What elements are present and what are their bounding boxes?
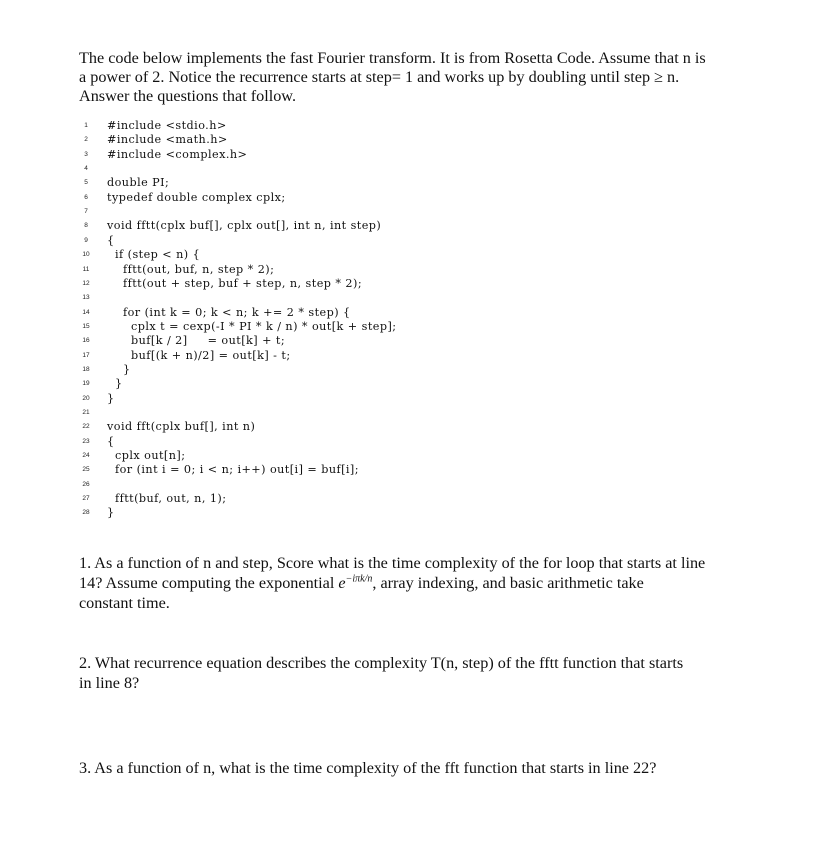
- line-number: 18: [82, 365, 90, 373]
- code-text: void fft(cplx buf[], int n): [107, 420, 256, 434]
- code-text: #include <stdio.h>: [107, 119, 227, 132]
- code-text: buf[(k + n)/2] = out[k] - t;: [107, 348, 291, 362]
- intro-paragraph: [79, 49, 769, 106]
- code-text: }: [107, 362, 131, 376]
- line-number: 3: [84, 150, 88, 158]
- code-text: void fftt(cplx buf[], cplx out[], int n, int step): [107, 219, 382, 233]
- question-line: 3. As a function of n, what is the time complexity of the fft function that starts in line 22?: [79, 759, 657, 777]
- line-number: 10: [82, 251, 90, 259]
- line-number: 12: [82, 279, 90, 287]
- code-text: {: [107, 233, 115, 247]
- code-text: }: [107, 506, 115, 520]
- code-text: fftt(buf, out, n, 1);: [107, 492, 227, 506]
- line-number: 5: [84, 179, 88, 187]
- line-number: 23: [82, 437, 90, 445]
- code-text: double PI;: [107, 176, 170, 190]
- line-number: 25: [82, 466, 90, 474]
- line-number: 22: [82, 423, 90, 431]
- code-text: for (int k = 0; k < n; k += 2 * step) {: [107, 305, 351, 319]
- intro-line: Answer the questions that follow.: [79, 87, 296, 105]
- line-number: 20: [82, 394, 90, 402]
- question-line: constant time.: [79, 594, 170, 612]
- line-number: 7: [84, 208, 88, 216]
- question-line: 2. What recurrence equation describes the complexity T(n, step) of the fftt function that starts: [79, 654, 684, 672]
- line-number: 17: [82, 351, 90, 359]
- question-1: [79, 553, 759, 613]
- code-text: #include <complex.h>: [107, 147, 248, 161]
- question-line: in line 8?: [79, 674, 140, 692]
- line-number: 26: [82, 480, 90, 488]
- question-2: [79, 653, 759, 693]
- line-number: 14: [82, 308, 90, 316]
- code-text: fftt(out, buf, n, step * 2);: [107, 262, 275, 276]
- line-number: 19: [82, 380, 90, 388]
- question-line: 1. As a function of n and step, Score what is the time complexity of the for loop that starts at line: [79, 554, 706, 572]
- question-line: 14? Assume computing the exponential $e^{-i\pi k/n}$, array indexing, and basic arithmetic take: [79, 573, 644, 592]
- line-number: 8: [84, 222, 88, 230]
- intro-line: The code below implements the fast Fourier transform. It is from Rosetta Code. Assume that n is: [79, 49, 706, 67]
- code-text: cplx t = cexp(-I * PI * k / n) * out[k + step];: [107, 319, 397, 333]
- line-number: 24: [82, 452, 90, 460]
- code-text: buf[k / 2] = out[k] + t;: [107, 334, 286, 348]
- code-text: }: [107, 391, 115, 405]
- line-number: 13: [82, 294, 90, 302]
- line-number: 16: [82, 337, 90, 345]
- question-3: [79, 758, 759, 778]
- line-number: 11: [82, 265, 90, 273]
- code-text: for (int i = 0; i < n; i++) out[i] = buf[i];: [107, 463, 359, 477]
- line-number: 4: [84, 165, 88, 173]
- line-number: 21: [82, 409, 90, 416]
- code-text: if (step < n) {: [107, 248, 201, 262]
- code-text: }: [107, 377, 123, 391]
- exponential-formula: $e^{-i\pi k/n}$: [338, 573, 373, 592]
- code-text: fftt(out + step, buf + step, n, step * 2);: [107, 276, 363, 290]
- code-text: cplx out[n];: [107, 449, 186, 463]
- code-text: #include <math.h>: [107, 133, 228, 147]
- line-number: 28: [82, 509, 90, 517]
- line-number: 9: [84, 236, 88, 244]
- line-number: 2: [84, 136, 88, 144]
- line-number: 27: [82, 495, 90, 503]
- code-text: {: [107, 434, 115, 448]
- line-number: 6: [84, 193, 88, 201]
- intro-line: a power of 2. Notice the recurrence starts at step= 1 and works up by doubling until step ≥ n.: [79, 68, 680, 86]
- line-number: 15: [82, 322, 90, 330]
- code-text: typedef double complex cplx;: [107, 190, 286, 204]
- line-number: 1: [84, 122, 88, 129]
